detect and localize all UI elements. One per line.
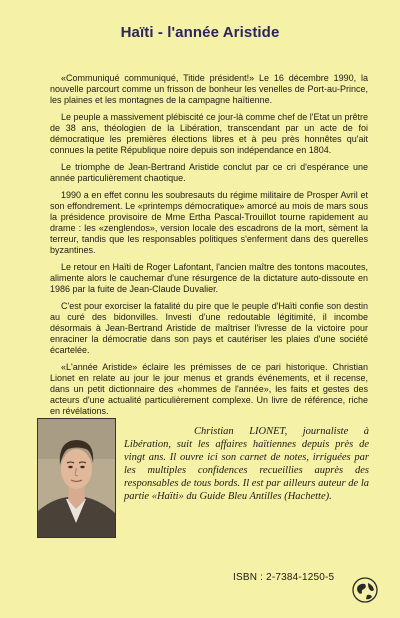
blurb-paragraph: «L'année Aristide» éclaire les prémisses de ce pari historique. Christian Lionet en relate au jour le jour menus et grands événements, et il recense, dans un petit dictionnaire des «hommes de l'année», les faits et gestes des acteurs d'une actualité particulièrement complexe. Un livre de référence, riche en révélations. bbox=[50, 362, 368, 416]
blurb-paragraph: «Communiqué communiqué, Titide président!» Le 16 décembre 1990, la nouvelle parcourt comme un frisson de bonheur les venelles de Port-au-Prince, les plaines et les montagnes de la campagne haïtienne. bbox=[50, 73, 368, 105]
blurb-paragraph: 1990 a en effet connu les soubresauts du régime militaire de Prosper Avril et son effondrement. Le «printemps démocratique» amorcé au mois de mars sous la présidence provisoire de Mme Ertha Pascal-Trouillot tourne rapidement au drame : les «zenglendos», version locale des escadrons de la mort, sèment la terreur, tandis que les responsables politiques s'enferment dans des querelles byzantines. bbox=[50, 190, 368, 255]
author-bio: Christian LIONET, journaliste à Libération, suit les affaires haïtiennes depuis près de vingt ans. Il ouvre ici son carnet de notes, irriguées par les multiples confidences recueillies auprès des responsables de tous bords. Il est par ailleurs auteur de la partie «Haïti» du Guide Bleu Antilles (Hachette). bbox=[124, 426, 369, 502]
blurb-paragraph: C'est pour exorciser la fatalité du pire que le peuple d'Haïti confie son destin au curé des bidonvilles. Investi d'une redoutable légitimité, il incombe désormais à Jean-Bertrand Aristide de maîtriser l'ivresse de la victoire pour enraciner la démocratie dans son pays et cautériser les plaies d'une société écartelée. bbox=[50, 301, 368, 355]
book-title: Haïti - l'année Aristide bbox=[120, 24, 280, 41]
blurb-text bbox=[50, 73, 368, 423]
author-portrait-image bbox=[38, 419, 115, 537]
blurb-paragraph: Le retour en Haïti de Roger Lafontant, l'ancien maître des tontons macoutes, alimente alors le cauchemar d'une résurgence de la dictature auto-dissoute en 1986 par la fuite de Jean-Claude Duvalier. bbox=[50, 262, 368, 294]
blurb-paragraph: Le peuple a massivement plébiscité ce jour-là comme chef de l'Etat un prêtre de 38 ans, théologien de la Libération, transcendant par un acte de foi démocratique les premières élections libres et à peu près honnêtes qu'ait connues la petite République noire depuis son indépendance en 1804. bbox=[50, 112, 368, 155]
blurb-paragraph: Le triomphe de Jean-Bertrand Aristide conclut par ce cri d'espérance une année particulièrement chaotique. bbox=[50, 162, 368, 183]
author-photo bbox=[37, 418, 116, 538]
isbn: ISBN : 2-7384-1250-5 bbox=[233, 572, 335, 583]
publisher-globe-icon bbox=[352, 577, 378, 603]
